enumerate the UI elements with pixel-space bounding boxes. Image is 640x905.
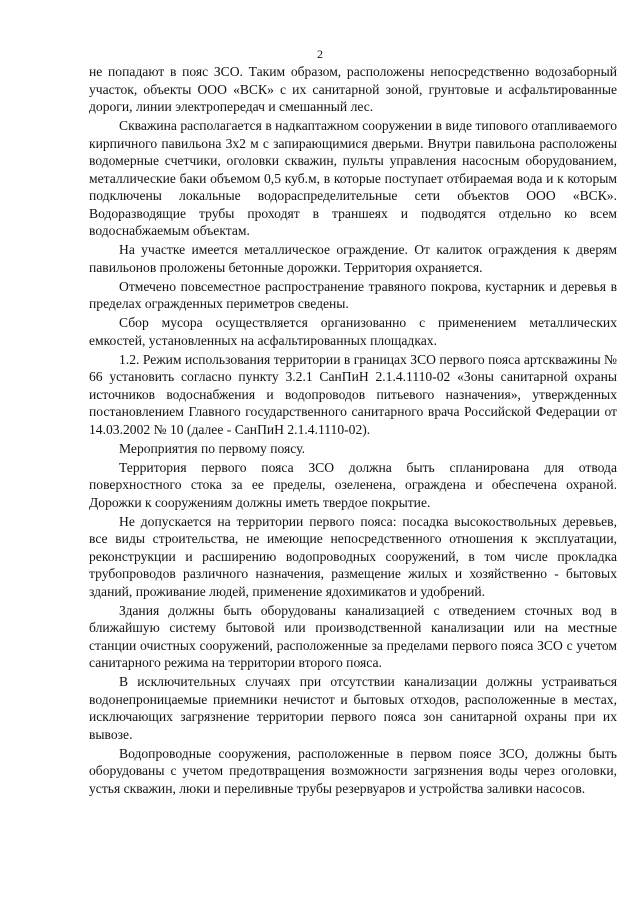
paragraph-sewerage: Здания должны быть оборудованы канализацией с отведением сточных вод в ближайшую систему бытовой или производственной канализации или на местные станции очистных сооружений, расположенные за пределами первого пояса ЗСО с учетом санитарного режима на территории второго пояса. bbox=[89, 602, 617, 670]
paragraph-territory-planning: Территория первого пояса ЗСО должна быть спланирована для отвода поверхностного стока за ее пределы, озеленена, ограждена и обеспечена охраной. Дорожки к сооружениям должны иметь твердое покрытие. bbox=[89, 459, 617, 510]
paragraph-first-zone-measures-heading: Мероприятия по первому поясу. bbox=[119, 440, 305, 456]
paragraph-water-structures: Водопроводные сооружения, расположенные в первом поясе ЗСО, должны быть оборудованы с учетом предотвращения возможности загрязнения воды через оголовки, устья скважин, люки и переливные трубы резервуаров и устройства заливки насосов. bbox=[89, 745, 617, 796]
paragraph-vegetation: Отмечено повсеместное распространение травяного покрова, кустарник и деревья в пределах огражденных периметров сведены. bbox=[89, 278, 617, 311]
paragraph-section-1-2: 1.2. Режим использования территории в границах ЗСО первого пояса артскважины № 66 установить согласно пункту 3.2.1 СанПиН 2.1.4.1110-02 «Зоны санитарной охраны источников водоснабжения и водопроводов питьевого назначения», утвержденных постановлением Главного государственного санитарного врача Российской Федерации от 14.03.2002 № 10 (далее - СанПиН 2.1.4.1110-02). bbox=[89, 351, 617, 437]
paragraph-fencing: На участке имеется металлическое ограждение. От калиток ограждения к дверям павильонов проложены бетонные дорожки. Территория охраняется. bbox=[89, 242, 617, 275]
page-number: 2 bbox=[317, 47, 323, 61]
paragraph-exceptional-cases: В исключительных случаях при отсутствии канализации должны устраиваться водонепроницаемые приемники нечистот и бытовых отходов, расположенные в местах, исключающих загрязнение территории первого пояса зон санитарной охраны при их вывозе. bbox=[89, 674, 617, 742]
document-body bbox=[89, 63, 617, 799]
paragraph-prohibitions: Не допускается на территории первого пояса: посадка высокоствольных деревьев, все виды строительства, не имеющие непосредственного отношения к эксплуатации, реконструкции и расширению водопроводных сооружений, в том числе прокладка трубопроводов различного назначения, размещение жилых и хозяйственно - бытовых зданий, проживание людей, применение ядохимикатов и удобрений. bbox=[89, 513, 617, 599]
paragraph-continuation: не попадают в пояс ЗСО. Таким образом, расположены непосредственно водозаборный участок, объекты ООО «ВСК» с их санитарной зоной, грунтовые и асфальтированные дороги, линии электропередач и смешанный лес. bbox=[89, 64, 617, 114]
paragraph-well-pavilion: Скважина располагается в надкаптажном сооружении в виде типового отапливаемого кирпичного павильона 3х2 м с запирающимися дверьми. Внутри павильона расположены водомерные счетчики, оголовки скважин, пульты управления насосным оборудованием, металлические баки объемом 0,5 куб.м, в которые поступает отбираемая вода и к которым подключены локальные водораспределительные сети объектов ООО «ВСК». Водоразводящие трубы проходят в траншеях и подводятся отдельно ко всем водоснабжаемым объектам. bbox=[89, 118, 617, 238]
paragraph-waste-collection: Сбор мусора осуществляется организованно с применением металлических емкостей, установленных на асфальтированных площадках. bbox=[89, 315, 617, 348]
